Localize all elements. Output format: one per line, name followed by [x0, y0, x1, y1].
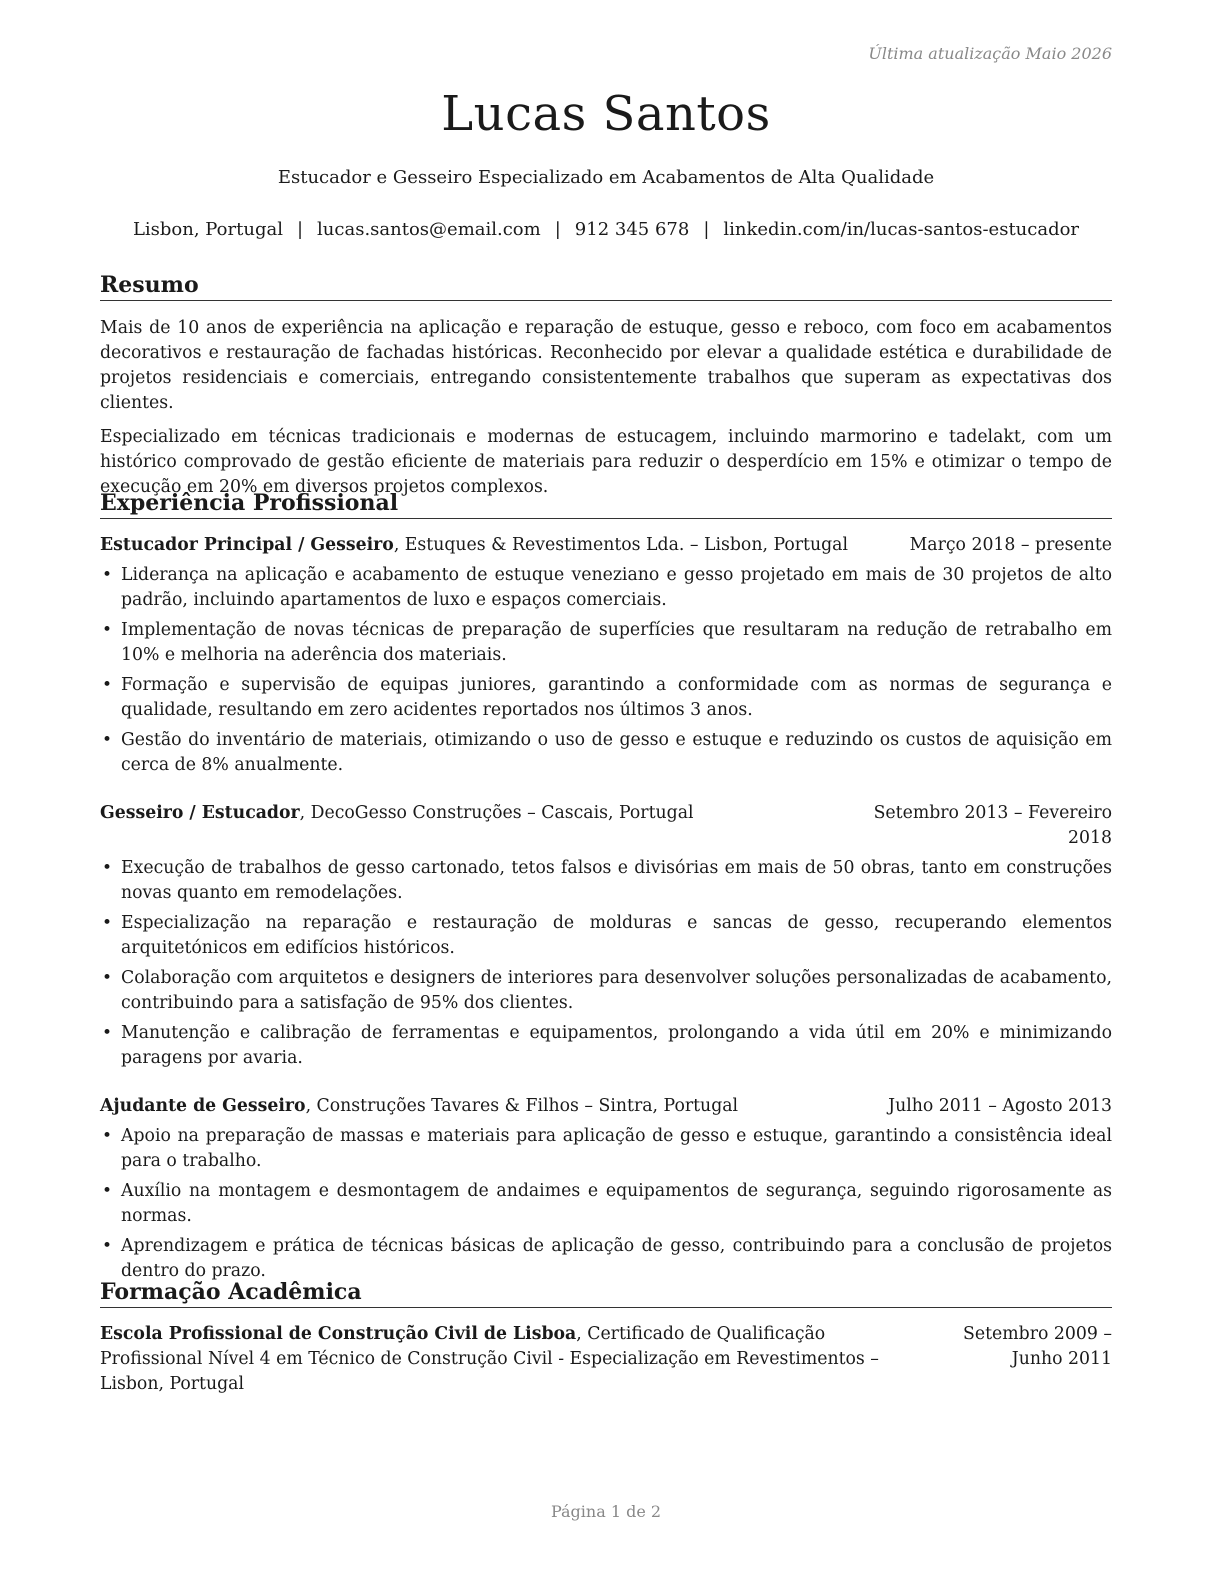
- job-bullets: [100, 1124, 1112, 1284]
- education-school: Escola Profissional de Construção Civil de Lisboa: [100, 1324, 577, 1344]
- contact-phone: 912 345 678: [574, 219, 690, 240]
- job-bullet: • Colaboração com arquitetos e designers de interiores para desenvolver soluções personalizadas de acabamento, contribuindo para a satisfação de 95% dos clientes.: [100, 966, 1112, 1016]
- education-details: , Certificado de Qualificação Profissional Nível 4 em Técnico de Construção Civil - Especialização em Revestimentos – Lisbon, Portugal: [100, 1324, 879, 1394]
- job-dates: Março 2018 – presente: [909, 535, 1112, 555]
- job-title: Ajudante de Gesseiro: [100, 1096, 306, 1116]
- education-dates: Setembro 2009 – Junho 2011: [963, 1324, 1112, 1369]
- job-bullet: • Aprendizagem e prática de técnicas básicas de aplicação de gesso, contribuindo para a conclusão de projetos dentro do prazo.: [100, 1234, 1112, 1284]
- job-bullet: • Implementação de novas técnicas de preparação de superfícies que resultaram na redução de retrabalho em 10% e melhoria na aderência dos materiais.: [100, 618, 1112, 668]
- summary-paragraph: Especializado em técnicas tradicionais e modernas de estucagem, incluindo marmorino e tadelakt, com um histórico comprovado de gestão eficiente de materiais para reduzir o desperdício em 15% e otimizar o tempo de execução em 20% em diversos projetos complexos.: [100, 427, 1112, 497]
- job-bullet: • Manutenção e calibração de ferramentas e equipamentos, prolongando a vida útil em 20% e minimizando paragens por avaria.: [100, 1021, 1112, 1071]
- experience-section: [100, 489, 1112, 1284]
- job-bullet: • Apoio na preparação de massas e materiais para aplicação de gesso e estuque, garantindo a consistência ideal para o trabalho.: [100, 1124, 1112, 1174]
- education-entry: [100, 1322, 1112, 1397]
- job-title: Gesseiro / Estucador: [100, 803, 300, 823]
- resume-page: [100, 0, 1112, 1584]
- job-bullets: [100, 856, 1112, 1071]
- job-bullet: • Formação e supervisão de equipas juniores, garantindo a conformidade com as normas de segurança e qualidade, resultando em zero acidentes reportados nos últimos 3 anos.: [100, 673, 1112, 723]
- job-bullet: • Auxílio na montagem e desmontagem de andaimes e equipamentos de segurança, seguindo rigorosamente as normas.: [100, 1179, 1112, 1229]
- job-company: , Construções Tavares & Filhos – Sintra, Portugal: [305, 1096, 739, 1116]
- page-number: Página 1 de 2: [550, 1502, 662, 1521]
- job-entry: [100, 1094, 1112, 1284]
- job-title: Estucador Principal / Gesseiro: [100, 535, 394, 555]
- job-company: , Estuques & Revestimentos Lda. – Lisbon, Portugal: [393, 535, 849, 555]
- contact-email[interactable]: lucas.santos@email.com: [317, 219, 541, 240]
- section-title-education: Formação Acadêmica: [100, 1278, 1112, 1308]
- job-company: , DecoGesso Construções – Cascais, Portugal: [299, 803, 694, 823]
- job-header: [100, 533, 1112, 558]
- contact-separator: |: [296, 219, 304, 240]
- job-bullets: [100, 563, 1112, 778]
- summary-section: [100, 271, 1112, 500]
- job-dates: Setembro 2013 – Fevereiro 2018: [873, 803, 1112, 848]
- job-dates: Julho 2011 – Agosto 2013: [888, 1096, 1112, 1116]
- job-bullet: • Gestão do inventário de materiais, otimizando o uso de gesso e estuque e reduzindo os custos de aquisição em cerca de 8% anualmente.: [100, 728, 1112, 778]
- job-header: [100, 801, 1112, 851]
- headline: Estucador e Gesseiro Especializado em Acabamentos de Alta Qualidade: [277, 167, 935, 188]
- last-updated: Última atualização Maio 2026: [868, 44, 1112, 63]
- contact-linkedin[interactable]: linkedin.com/in/lucas-santos-estucador: [723, 219, 1080, 240]
- job-bullet: • Execução de trabalhos de gesso cartonado, tetos falsos e divisórias em mais de 50 obras, tanto em construções novas quanto em remodelações.: [100, 856, 1112, 906]
- contact-separator: |: [554, 219, 561, 240]
- section-title-experience: Experiência Profissional: [100, 489, 1112, 519]
- job-bullet: • Liderança na aplicação e acabamento de estuque veneziano e gesso projetado em mais de 30 projetos de alto padrão, incluindo apartamentos de luxo e espaços comerciais.: [100, 563, 1112, 613]
- job-entry: [100, 801, 1112, 1071]
- contact-line: [100, 219, 1112, 240]
- education-section: [100, 1278, 1112, 1397]
- job-bullet: • Especialização na reparação e restauração de molduras e sancas de gesso, recuperando elementos arquitetónicos em edifícios históricos.: [100, 911, 1112, 961]
- contact-location: Lisbon, Portugal: [132, 219, 283, 240]
- job-header: [100, 1094, 1112, 1119]
- job-entry: [100, 533, 1112, 778]
- summary-paragraph: Mais de 10 anos de experiência na aplicação e reparação de estuque, gesso e reboco, com foco em acabamentos decorativos e restauração de fachadas históricas. Reconhecido por elevar a qualidade estética e durabilidade de projetos residenciais e comerciais, entregando consistentemente trabalhos que superam as expectativas dos clientes.: [100, 318, 1112, 413]
- candidate-name: Lucas Santos: [441, 86, 771, 142]
- contact-separator: |: [703, 219, 710, 240]
- section-title-summary: Resumo: [100, 271, 1112, 301]
